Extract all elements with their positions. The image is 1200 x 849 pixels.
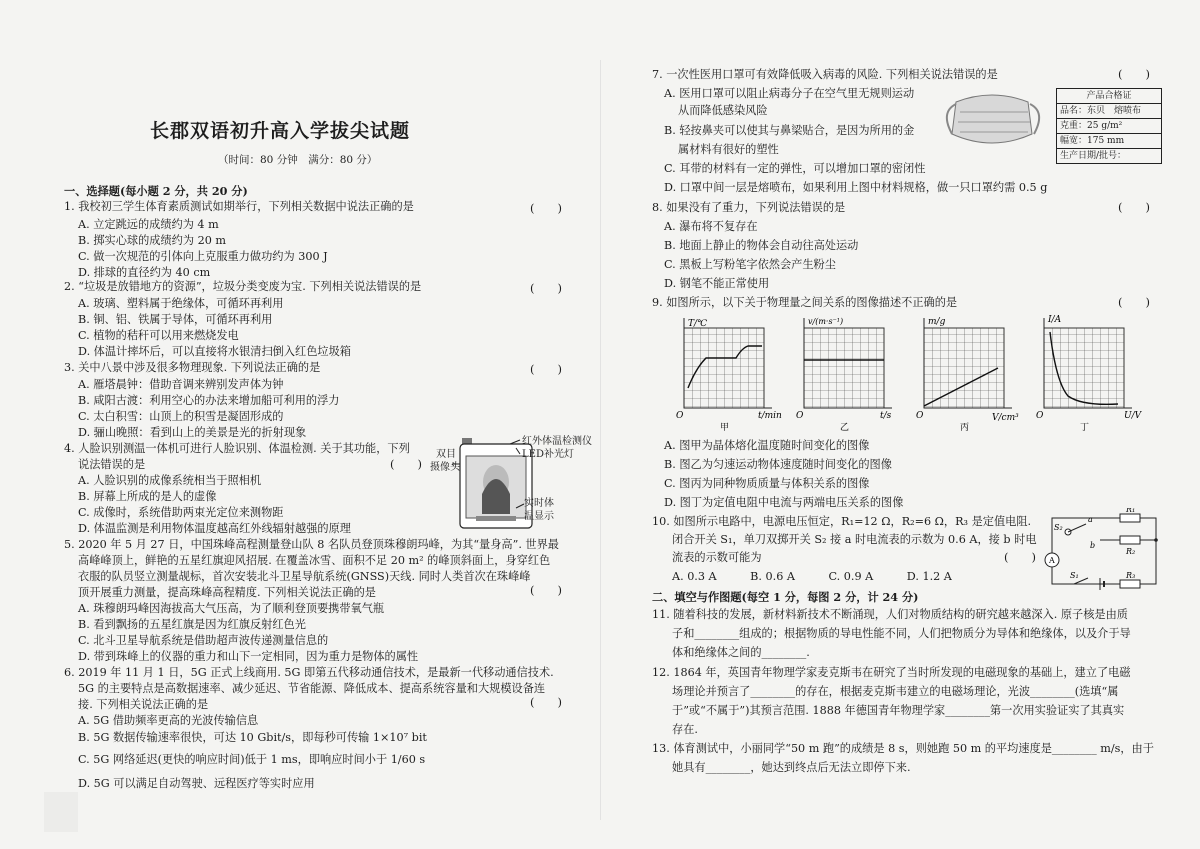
q7-option-b: B. 轻按鼻夹可以使其与鼻梁贴合，是因为所用的金	[664, 124, 915, 137]
q5-option-d: D. 带到珠峰上的仪器的重力和山下一定相同，因为重力是物体的属性	[78, 650, 419, 663]
q3-answer-paren[interactable]: ( )	[530, 362, 562, 376]
q1-stem: 1. 我校初三学生体育素质测试如期举行，下列相关数据中说法正确的是	[64, 200, 414, 213]
q10-stem-2: 闭合开关 S₁，单刀双掷开关 S₂ 接 a 时电流表的示数为 0.6 A，接 b 时电	[672, 533, 1037, 546]
q5-stem-3: 衣服的队员竖立测量觇标，首次安装北斗卫星导航系统(GNSS)天线. 同时人类首次在珠峰峰	[78, 570, 531, 583]
q6-stem-2: 5G 的主要特点是高数据速率、减少延迟、节省能源、降低成本、提高系统容量和大规模设备连	[78, 682, 546, 695]
q8-answer-paren[interactable]: ( )	[1118, 200, 1150, 214]
graph-name: 甲	[720, 423, 730, 433]
q10-answer-paren[interactable]: ( )	[1004, 550, 1036, 564]
q3-option-c: C. 太白积雪：山顶上的积雪是凝固形成的	[78, 410, 284, 423]
q3-option-d: D. 骊山晚照：看到山上的美景是光的折射现象	[78, 426, 307, 439]
graph-ylabel: I/A	[1048, 315, 1062, 325]
label-led-light: LED补光灯	[522, 449, 574, 460]
graph-origin: O	[796, 411, 804, 421]
q2-answer-paren[interactable]: ( )	[530, 281, 562, 295]
q1-option-d: D. 排球的直径约为 40 cm	[78, 266, 211, 279]
graph-ding	[1044, 318, 1132, 408]
graph-ylabel: m/g	[928, 317, 946, 327]
q4-option-d: D. 体温监测是利用物体温度越高红外线辐射越强的原理	[78, 522, 351, 535]
q9-option-a: A. 图甲为晶体熔化温度随时间变化的图像	[664, 439, 870, 452]
q12-line-3: 于”或“不属于”)其预言范围. 1888 年德国青年物理学家________第一次用实验证实了其真实	[672, 704, 1125, 717]
q8-option-d: D. 钢笔不能正常使用	[664, 277, 770, 290]
q8-option-b: B. 地面上静止的物体会自动往高处运动	[664, 239, 859, 252]
q7-stem: 7. 一次性医用口罩可有效降低吸入病毒的风险. 下列相关说法错误的是	[652, 68, 998, 81]
column-divider	[600, 60, 601, 820]
q7-option-b-cont: 属材料有很好的塑性	[678, 143, 779, 156]
q5-stem-2: 高峰峰顶上，鲜艳的五星红旗迎风招展. 在覆盖冰雪、面积不足 20 m² 的峰顶斜面上，身穿红色	[78, 554, 551, 567]
q5-answer-paren[interactable]: ( )	[530, 583, 562, 597]
q9-stem: 9. 如图所示，以下关于物理量之间关系的图像描述不正确的是	[652, 296, 958, 309]
circuit-label: a	[1088, 515, 1093, 524]
circuit-label: R₃	[1126, 571, 1136, 580]
q1-answer-paren[interactable]: ( )	[530, 201, 562, 215]
q3-option-a: A. 雁塔晨钟：借助音调来辨别发声体为钟	[78, 378, 284, 391]
q6-answer-paren[interactable]: ( )	[530, 695, 562, 709]
section-fill-heading: 二、填空与作图题(每空 1 分，每图 2 分，计 24 分)	[652, 590, 919, 604]
circuit-label: R₂	[1126, 547, 1136, 556]
product-table-row: 品名：东贝 熔喷布	[1057, 104, 1161, 119]
circuit-label: A	[1049, 556, 1055, 565]
graph-ylabel: v/(m·s⁻¹)	[808, 317, 844, 326]
label-camera: 摄像头	[430, 462, 460, 473]
graph-xlabel: t/s	[880, 411, 892, 421]
graph-name: 丁	[1080, 423, 1090, 433]
q7-answer-paren[interactable]: ( )	[1118, 67, 1150, 81]
graph-bing	[924, 318, 1012, 408]
q3-stem: 3. 关中八景中涉及很多物理现象. 下列说法正确的是	[64, 361, 321, 374]
q5-option-a: A. 珠穆朗玛峰因海拔高大气压高，为了顺利登顶要携带氧气瓶	[78, 602, 385, 615]
q13-line-2: 她具有________，她达到终点后无法立即停下来.	[672, 761, 911, 774]
q12-line-1: 12. 1864 年，英国青年物理学家麦克斯韦在研究了当时所发现的电磁现象的基础上，建立了电磁	[652, 666, 1131, 679]
q12-line-4: 存在.	[672, 723, 698, 736]
q9-option-d: D. 图丁为定值电阻中电流与两端电压关系的图像	[664, 496, 904, 509]
q12-line-2: 场理论并预言了________的存在，根据麦克斯韦建立的电磁场理论，光波________(选填“属	[672, 685, 1119, 698]
q6-option-a: A. 5G 借助频率更高的光波传输信息	[78, 714, 259, 727]
q9-option-b: B. 图乙为匀速运动物体速度随时间变化的图像	[664, 458, 892, 471]
q4-stem-cont: 说法错误的是	[78, 458, 146, 471]
corner-stamp	[44, 792, 78, 832]
q10-stem-3: 流表的示数可能为	[672, 551, 762, 564]
q2-option-b: B. 铜、铝、铁属于导体，可循环再利用	[78, 313, 273, 326]
q8-option-c: C. 黑板上写粉笔字依然会产生粉尘	[664, 258, 836, 271]
q8-option-a: A. 瀑布将不复存在	[664, 220, 758, 233]
q9-option-c: C. 图丙为同种物质质量与体积关系的图像	[664, 477, 870, 490]
graph-origin: O	[676, 411, 684, 421]
q4-option-c: C. 成像时，系统借助两束光定位来测物距	[78, 506, 284, 519]
graph-origin: O	[916, 411, 924, 421]
mask-figure	[938, 84, 1052, 154]
q4-stem: 4. 人脸识别测温一体机可进行人脸识别、体温检测. 关于其功能，下列	[64, 442, 410, 455]
q6-option-d: D. 5G 可以满足自动驾驶、远程医疗等实时应用	[78, 777, 315, 790]
label-realtime: 实时体	[524, 498, 554, 509]
q1-option-a: A. 立定跳远的成绩约为 4 m	[78, 218, 219, 231]
q11-line-3: 体和绝缘体之间的________.	[672, 646, 810, 659]
q4-answer-paren[interactable]: ( )	[390, 457, 422, 471]
q2-option-a: A. 玻璃、塑料属于绝缘体，可循环再利用	[78, 297, 284, 310]
q9-graphs	[668, 310, 1158, 434]
q5-option-c: C. 北斗卫星导航系统是借助超声波传递测量信息的	[78, 634, 329, 647]
q5-stem-4: 顶开展重力测量，提高珠峰高程精度. 下列相关说法正确的是	[78, 586, 376, 599]
exam-subtitle: （时间：80 分钟 满分：80 分）	[218, 154, 378, 166]
q10-circuit	[1040, 508, 1168, 592]
q13-line-1: 13. 体育测试中，小丽同学“50 m 跑”的成绩是 8 s，则她跑 50 m 的平均速度是________ m/s，由于	[652, 742, 1154, 755]
q2-stem: 2. “垃圾是放错地方的资源”，垃圾分类变废为宝. 下列相关说法错误的是	[64, 280, 422, 293]
label-infrared-detector: 红外体温检测仪	[522, 436, 592, 447]
graph-xlabel: t/min	[758, 411, 782, 421]
product-certificate-table	[1056, 88, 1162, 164]
product-table-row: 生产日期/批号：	[1060, 151, 1127, 161]
q2-option-d: D. 体温计摔坏后，可以直接将水银清扫倒入红色垃圾箱	[78, 345, 351, 358]
q10-stem: 10. 如图所示电路中，电源电压恒定，R₁=12 Ω，R₂=6 Ω，R₃ 是定值电阻.	[652, 515, 1032, 528]
label-binocular: 双目	[436, 449, 456, 460]
graph-xlabel: U/V	[1124, 411, 1142, 421]
product-table-title: 产品合格证	[1057, 89, 1161, 104]
graph-jia	[684, 318, 772, 408]
q4-option-b: B. 屏幕上所成的是人的虚像	[78, 490, 217, 503]
q1-option-c: C. 做一次规范的引体向上克服重力做功约为 300 J	[78, 250, 328, 263]
graph-name: 乙	[840, 423, 850, 433]
q3-option-b: B. 咸阳古渡：利用空心的办法来增加船可利用的浮力	[78, 394, 340, 407]
label-temp-display: 温显示	[524, 511, 554, 522]
q6-stem-3: 接. 下列相关说法正确的是	[78, 698, 209, 711]
section-choice-heading: 一、选择题(每小题 2 分，共 20 分)	[64, 184, 248, 198]
q6-option-b: B. 5G 数据传输速率很快，可达 10 Gbit/s，即每秒可传输 1×10⁷ bit	[78, 731, 427, 744]
graph-name: 丙	[960, 423, 970, 433]
exam-title: 长郡双语初升高入学拔尖试题	[150, 120, 411, 142]
q7-option-a: A. 医用口罩可以阻止病毒分子在空气里无规则运动	[664, 87, 915, 100]
circuit-label: R₁	[1126, 508, 1136, 514]
q4-option-a: A. 人脸识别的成像系统相当于照相机	[78, 474, 262, 487]
q6-option-c: C. 5G 网络延迟(更快的响应时间)低于 1 ms，即响应时间小于 1/60 s	[78, 753, 426, 766]
q11-line-2: 子和________组成的；根据物质的导电性能不同，人们把物质分为导体和绝缘体，以及介于导	[672, 627, 1131, 640]
q2-option-c: C. 植物的秸秆可以用来燃烧发电	[78, 329, 239, 342]
circuit-label: S₁	[1070, 571, 1079, 580]
product-table-row: 幅宽：175 mm	[1057, 134, 1161, 149]
circuit-label: S₂	[1054, 523, 1063, 532]
q7-option-d: D. 口罩中间一层是熔喷布，如果利用上图中材料规格，做一只口罩约需 0.5 g	[664, 181, 1048, 194]
product-table-row: 克重：25 g/m²	[1057, 119, 1161, 134]
q6-stem: 6. 2019 年 11 月 1 日，5G 正式上线商用. 5G 即第五代移动通信技术，是最新一代移动通信技术.	[64, 666, 554, 679]
q10-options: A. 0.3 A B. 0.6 A C. 0.9 A D. 1.2 A	[672, 570, 952, 583]
q8-stem: 8. 如果没有了重力，下列说法错误的是	[652, 201, 846, 214]
q5-option-b: B. 看到飘扬的五星红旗是因为红旗反射红色光	[78, 618, 306, 631]
graph-yi	[804, 318, 892, 408]
q1-option-b: B. 掷实心球的成绩约为 20 m	[78, 234, 226, 247]
graph-ylabel: T/℃	[688, 319, 708, 329]
q9-answer-paren[interactable]: ( )	[1118, 295, 1150, 309]
circuit-label: b	[1090, 541, 1096, 550]
q5-stem: 5. 2020 年 5 月 27 日，中国珠峰高程测量登山队 8 名队员登顶珠穆朗玛峰，为其“量身高”. 世界最	[64, 538, 559, 551]
q11-line-1: 11. 随着科技的发展，新材料新技术不断涌现，人们对物质结构的研究越来越深入. 原子核是由质	[652, 608, 1128, 621]
graph-xlabel: V/cm³	[992, 413, 1019, 423]
q7-option-a-cont: 从而降低感染风险	[678, 104, 768, 117]
q7-option-c: C. 耳带的材料有一定的弹性，可以增加口罩的密闭性	[664, 162, 926, 175]
graph-origin: O	[1036, 411, 1044, 421]
